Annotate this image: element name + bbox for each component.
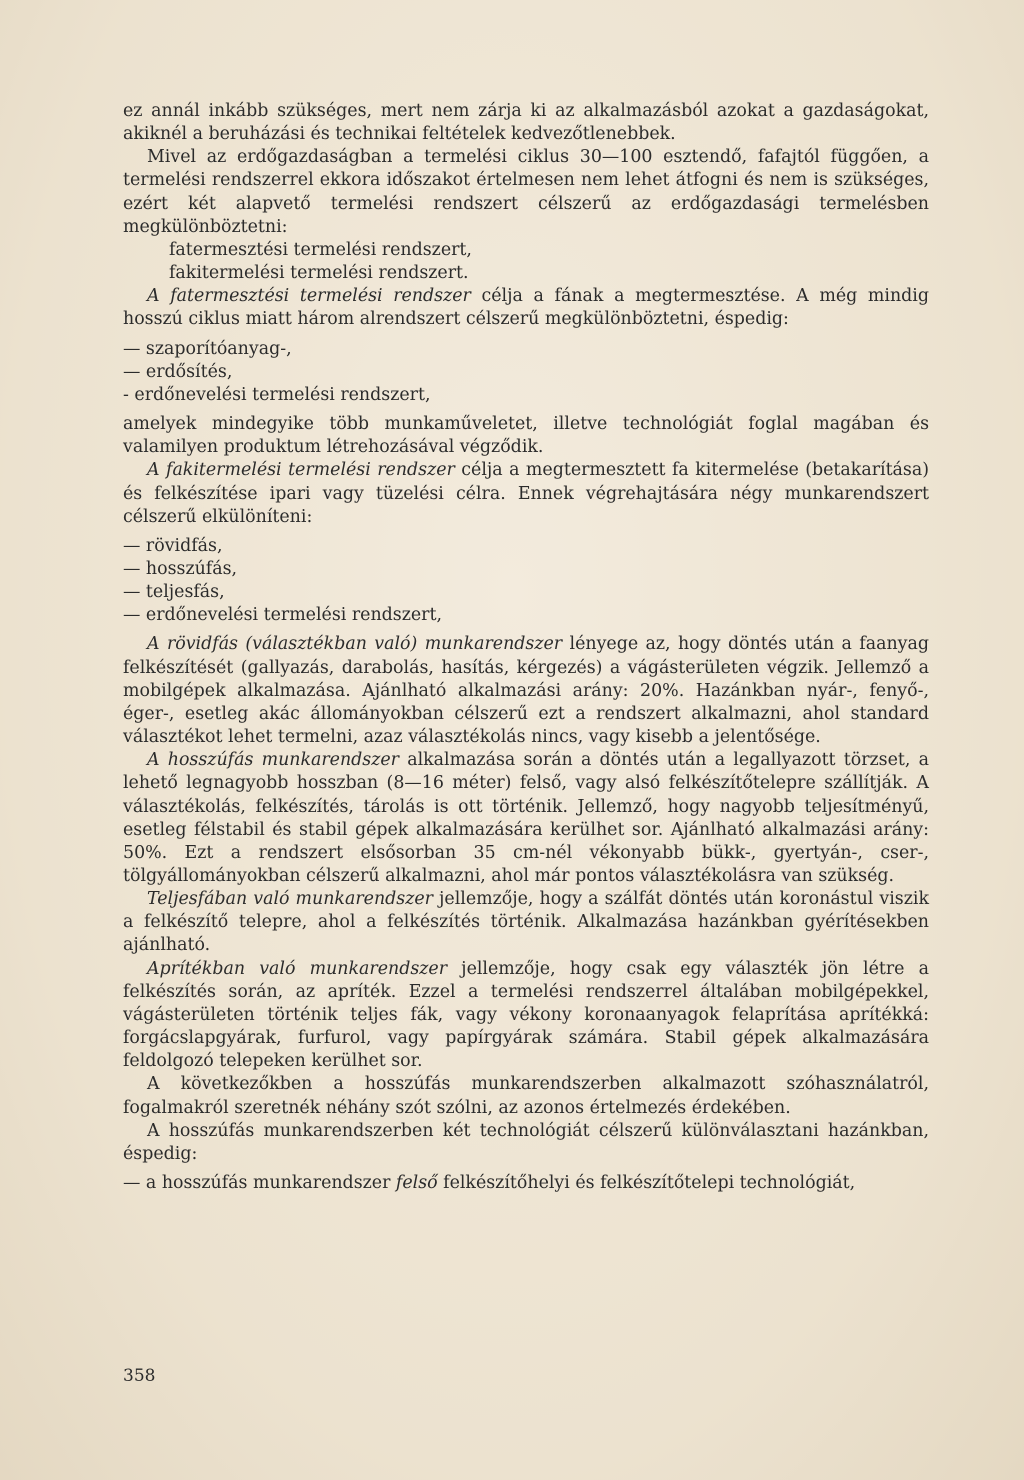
italic-term: A hosszúfás munkarendszer bbox=[147, 750, 399, 771]
paragraph bbox=[123, 633, 929, 749]
subsystem-list bbox=[123, 338, 929, 407]
list-item: — erdősítés, bbox=[123, 361, 233, 382]
list-item: — erdőnevelési termelési rendszert, bbox=[123, 605, 442, 626]
paragraph bbox=[123, 888, 929, 957]
technology-list bbox=[123, 1172, 929, 1195]
body-text bbox=[123, 100, 929, 1195]
paragraph-line: fatermesztési termelési rendszert, bbox=[169, 239, 472, 260]
list-item bbox=[123, 1172, 929, 1195]
list-text: — a hosszúfás munkarendszer bbox=[123, 1173, 396, 1194]
worksystem-list bbox=[123, 535, 929, 628]
page-number: 358 bbox=[123, 1366, 156, 1386]
list-item: — rövidfás, bbox=[123, 535, 223, 556]
list-item: — teljesfás, bbox=[123, 582, 225, 603]
italic-term: A fatermesztési termelési rendszer bbox=[147, 286, 471, 307]
italic-term: felső bbox=[395, 1173, 438, 1194]
paragraph: ez annál inkább szükséges, mert nem zárja ki az alkalmazásból azokat a gazdaságokat, akiknél a beruházási és technikai feltételek kedvezőtlenebbek. bbox=[123, 101, 929, 145]
paragraph bbox=[123, 958, 929, 1074]
list-text: felkészítőhelyi és felkészítőtelepi technológiát, bbox=[437, 1173, 856, 1194]
paragraph-text: lényege az, hogy döntés után a faanyag felkészítését (gallyazás, darabolás, hasítás, kérgezés) a vágásterületen végzik. Jellemző a mobilgépek alkalmazása. Ajánlható alkalmazási arány: 20%. Hazánkban nyár-, fenyő-, éger-, esetleg akác állományokban célszerű ezt a rendszert alkalmazni, ahol standard választékot lehet termelni, azaz választékolás nincs, vagy kisebb a jelentősége. bbox=[123, 634, 929, 748]
italic-term: Aprítékban való munkarendszer bbox=[147, 958, 448, 979]
italic-term: Teljesfában való munkarendszer bbox=[147, 889, 433, 910]
paragraph-text: jellemzője, hogy a szálfát döntés után koronástul viszik a felkészítő telepre, ahol a felkészítés történik. Alkalmazása hazánkban gyérítésekben ajánlható. bbox=[123, 889, 929, 956]
paragraph: A következőkben a hosszúfás munkarendszerben alkalmazott szóhasználatról, fogalmakról szeretnék néhány szót szólni, az azonos értelmezés érdekében. bbox=[123, 1074, 929, 1118]
paragraph-text: alkalmazása során a döntés után a legallyazott törzset, a lehető legnagyobb hosszban (8—16 méter) felső, vagy alsó felkészítőtelepre szállítják. A választékolás, felkészítés, tárolás is ott történik. Jellemző, hogy nagyobb teljesítményű, esetleg félstabil és stabil gépek alkalmazására kerülhet sor. Ajánlható alkalmazási arány: 50%. Ezt a rendszert elsősorban 35 cm-nél vékonyabb bükk-, gyertyán-, cser-, tölgyállományokban célszerű alkalmazni, ahol már pontos választékolásra van szükség. bbox=[123, 750, 929, 886]
italic-term: A rövidfás (választékban való) munkarendszer bbox=[147, 634, 563, 655]
paragraph: Mivel az erdőgazdaságban a termelési ciklus 30—100 esztendő, fafajtól függően, a termelési rendszerrel ekkora időszakot értelmesen nem lehet átfogni és nem is szükséges, ezért két alapvető termelési rendszert célszerű az erdőgazdasági termelésben megkülönböztetni: bbox=[123, 147, 929, 237]
list-item: - erdőnevelési termelési rendszert, bbox=[123, 384, 431, 405]
paragraph-line: fakitermelési termelési rendszert. bbox=[169, 263, 469, 284]
paragraph-text: célja a megtermesztett fa kitermelése (betakarítása) és felkészítése ipari vagy tüzelési célra. Ennek végrehajtására négy munkarendszert célszerű elkülöníteni: bbox=[123, 460, 930, 527]
paragraph bbox=[123, 459, 929, 528]
paragraph: A hosszúfás munkarendszerben két technológiát célszerű különválasztani hazánkban, éspedig: bbox=[123, 1120, 929, 1164]
paragraph-text: célja a fának a megtermesztése. A még mindig hosszú ciklus miatt három alrendszert célszerű megkülönböztetni, éspedig: bbox=[123, 286, 929, 330]
paragraph bbox=[123, 285, 929, 331]
paragraph: amelyek mindegyike több munkaműveletet, illetve technológiát foglal magában és valamilyen produktum létrehozásával végződik. bbox=[123, 414, 929, 458]
paragraph bbox=[123, 749, 929, 888]
list-item: — hosszúfás, bbox=[123, 558, 238, 579]
list-item: — szaporítóanyag-, bbox=[123, 338, 292, 359]
italic-term: A fakitermelési termelési rendszer bbox=[147, 460, 455, 481]
paragraph-text: jellemzője, hogy csak egy választék jön létre a felkészítés során, az apríték. Ezzel a termelési rendszerrel általában mobilgépekkel, vágásterületen történik teljes fák, vagy vékony koronaanyagok felaprítása aprítékká: forgácslapgyárak, furfurol, vagy papírgyárak számára. Stabil gépek alkalmazására feldolgozó telepeken kerülhet sor. bbox=[123, 958, 929, 1072]
